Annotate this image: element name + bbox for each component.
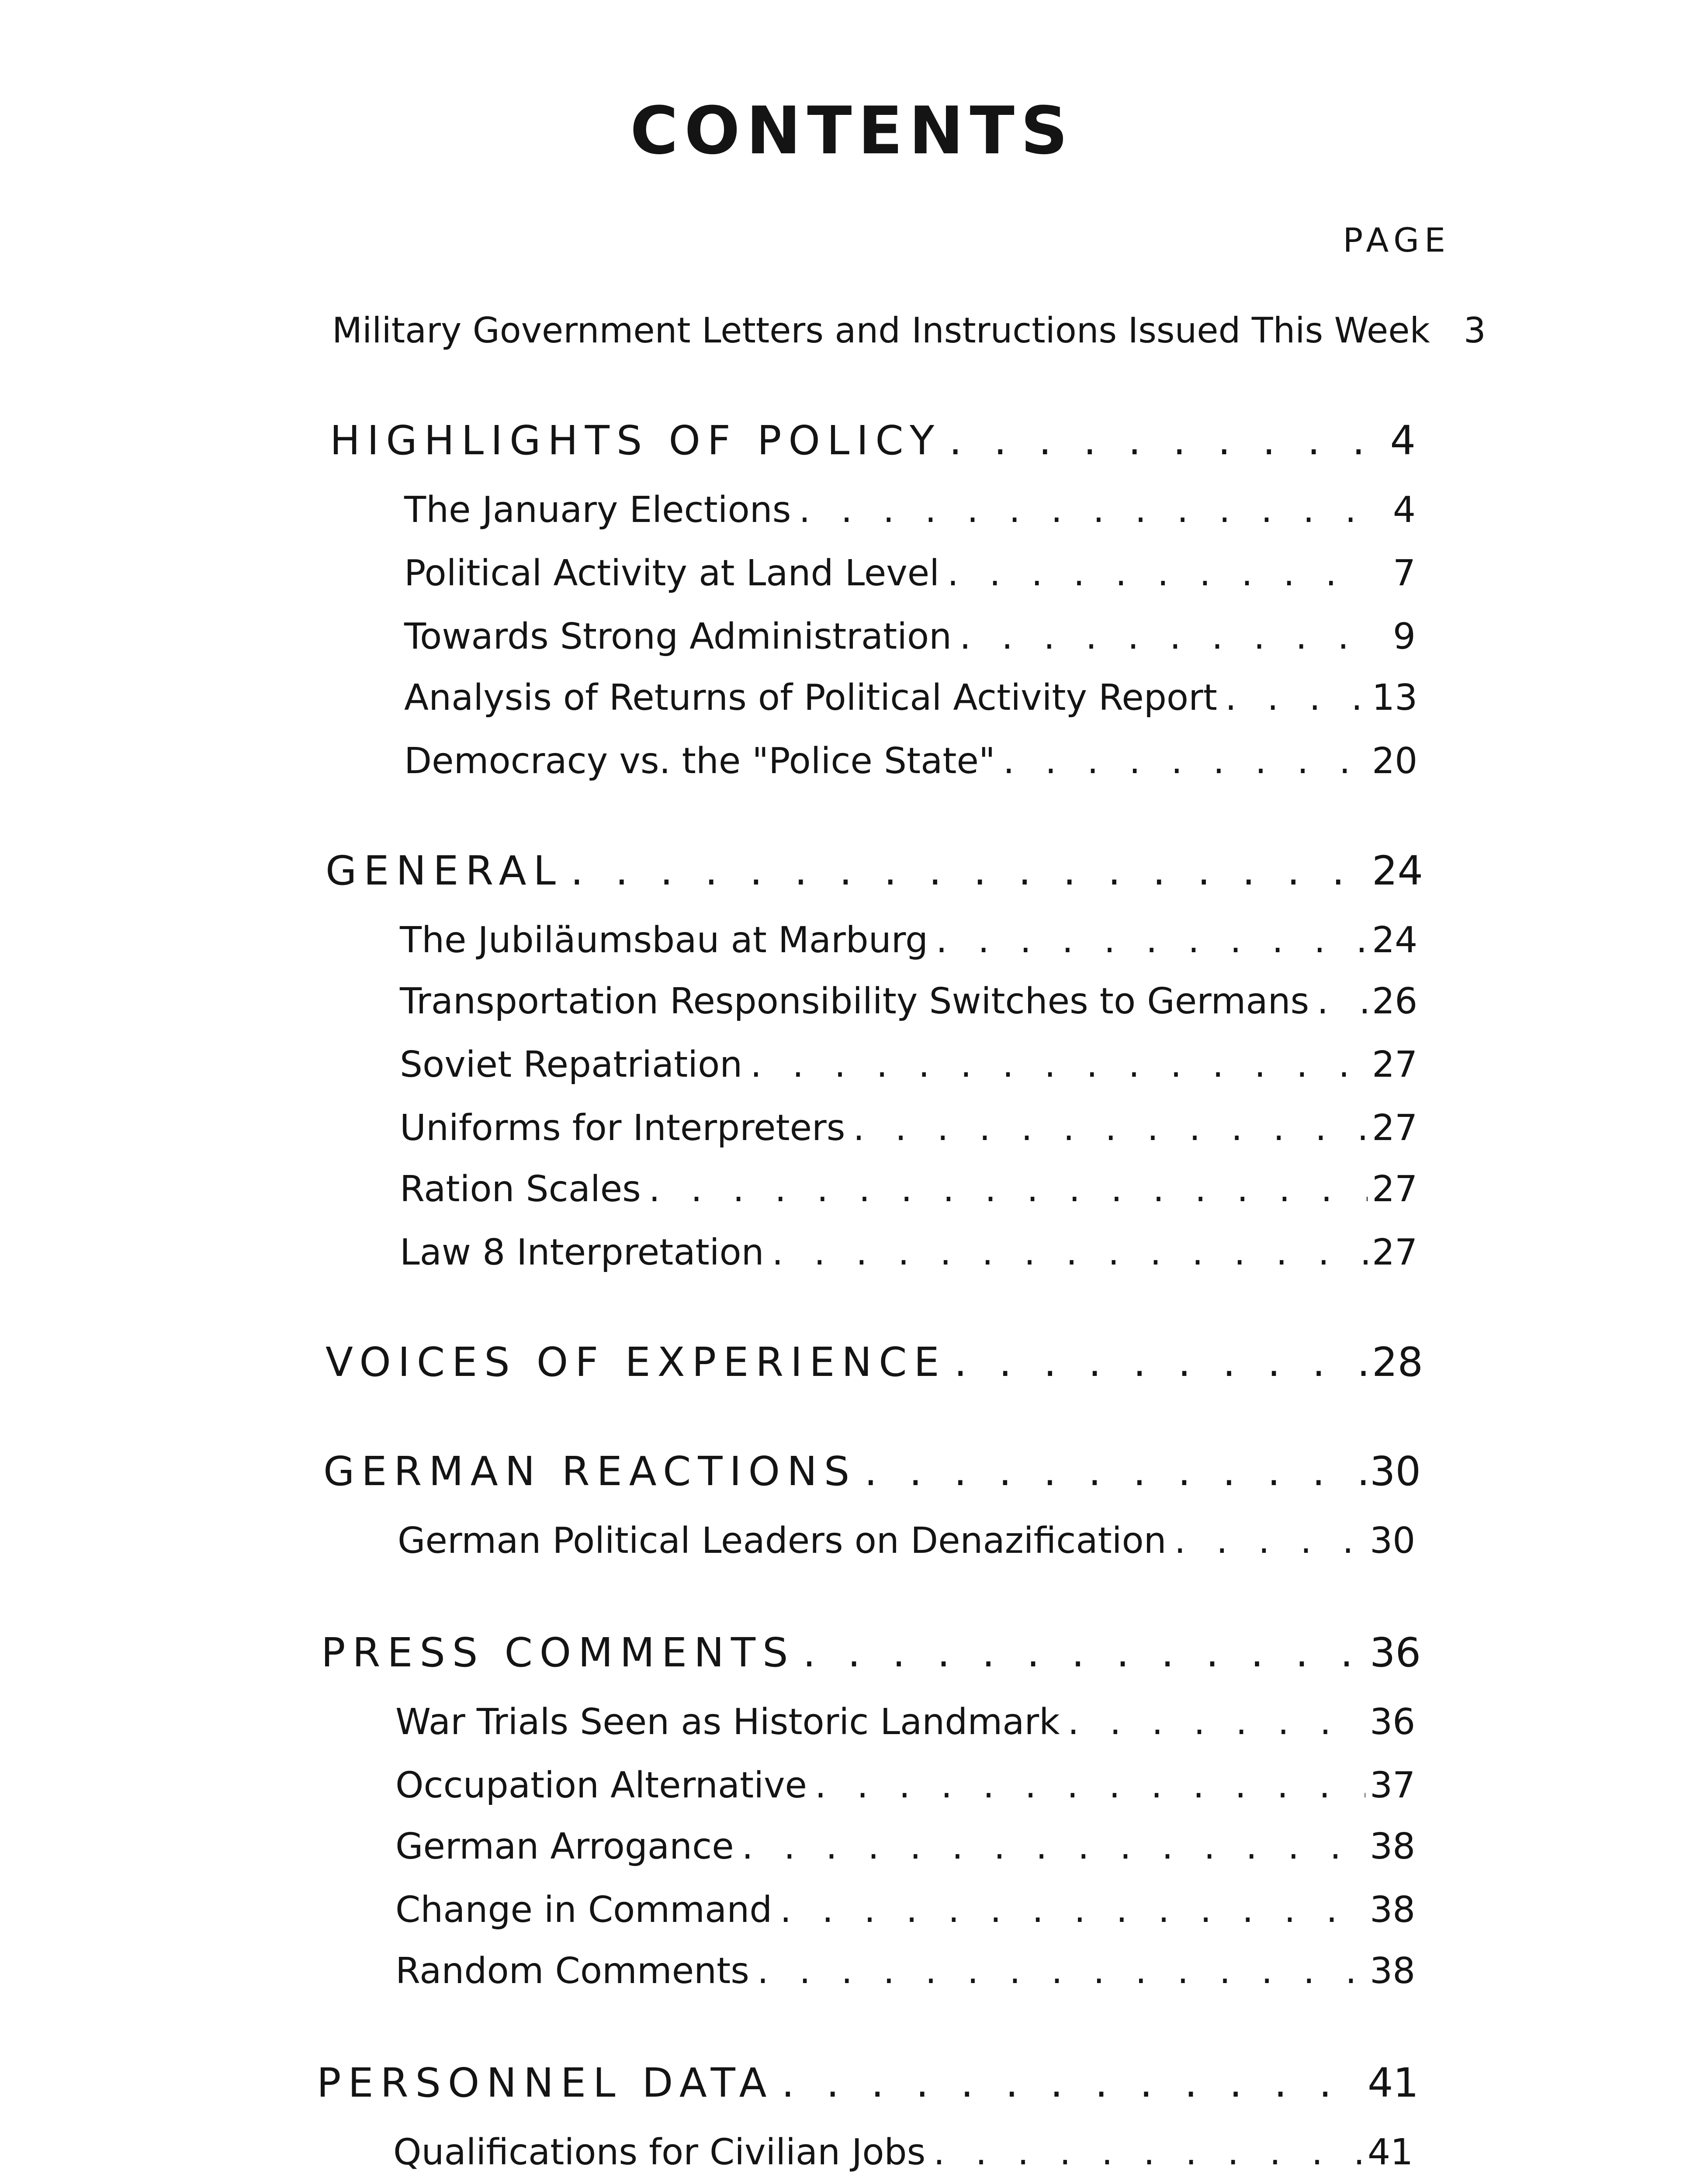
toc-entry-page: 3 (1463, 310, 1486, 351)
toc-entry[interactable] (404, 677, 1416, 719)
toc-entry-page: 30 (1370, 1520, 1416, 1562)
toc-section-page: 28 (1372, 1339, 1423, 1386)
toc-entry-label: Change in Command (395, 1889, 772, 1931)
dot-leader (853, 1107, 1368, 1149)
toc-entry-label: Qualifications for Civilian Jobs (393, 2132, 926, 2173)
toc-section-label: GERMAN REACTIONS (323, 1448, 857, 1495)
page-column-label: PAGE (1343, 221, 1451, 259)
dot-leader (933, 2132, 1363, 2173)
toc-entry-page: 38 (1370, 1950, 1416, 1992)
dot-leader (803, 1629, 1365, 1676)
toc-entry[interactable] (395, 1765, 1416, 1806)
dot-leader (947, 553, 1368, 594)
dot-leader (1225, 677, 1368, 719)
toc-section-page: 4 (1390, 417, 1416, 464)
toc-section-label: GENERAL (326, 847, 563, 894)
toc-section-page: 30 (1370, 1448, 1421, 1495)
toc-entry[interactable] (400, 1168, 1416, 1210)
toc-entry-label: Soviet Repatriation (400, 1044, 743, 1085)
dot-leader (1003, 740, 1368, 782)
toc-section-label: PERSONNEL DATA (317, 2060, 774, 2106)
toc-entry[interactable] (404, 489, 1416, 531)
toc-entry-label: Law 8 Interpretation (400, 1232, 764, 1273)
toc-section-german-reactions[interactable] (323, 1448, 1421, 1495)
dot-leader (780, 1889, 1365, 1931)
toc-entry-label: The Jubiläumsbau at Marburg (400, 919, 928, 961)
dot-leader (936, 919, 1368, 961)
toc-entry-page: 9 (1392, 616, 1416, 657)
toc-section-page: 41 (1368, 2060, 1419, 2106)
toc-entry-page: 27 (1372, 1232, 1418, 1273)
toc-entry-label: War Trials Seen as Historic Landmark (395, 1701, 1060, 1743)
dot-leader (864, 1448, 1365, 1495)
toc-entry[interactable] (404, 553, 1416, 594)
toc-entry-label: German Political Leaders on Denazification (398, 1520, 1167, 1562)
dot-leader (750, 1044, 1368, 1085)
toc-entry-label: Transportation Responsibility Switches to Germans (400, 981, 1309, 1022)
toc-entry-page: 38 (1370, 1826, 1416, 1867)
toc-section-label: VOICES OF EXPERIENCE (326, 1339, 946, 1386)
toc-entry-label: Towards Strong Administration (404, 616, 952, 657)
dot-leader (959, 616, 1368, 657)
toc-entry[interactable] (393, 2132, 1411, 2173)
toc-entry[interactable] (398, 1520, 1416, 1562)
toc-entry-label: The January Elections (404, 489, 791, 531)
page-title: CONTENTS (630, 93, 1074, 169)
dot-leader (799, 489, 1368, 531)
toc-entry-label: Military Government Letters and Instructions Issued This Week (332, 310, 1430, 351)
dot-leader (772, 1232, 1368, 1273)
dot-leader (782, 2060, 1363, 2106)
toc-entry[interactable] (395, 1950, 1416, 1992)
toc-entry-label: Ration Scales (400, 1168, 641, 1210)
toc-entry-label: Democracy vs. the "Police State" (404, 740, 995, 782)
toc-section-voices-of-experience[interactable] (326, 1339, 1423, 1386)
toc-section-highlights-of-policy[interactable] (330, 417, 1416, 464)
toc-entry-label: German Arrogance (395, 1826, 734, 1867)
toc-entry-page: 27 (1372, 1107, 1418, 1149)
toc-entry[interactable] (395, 1826, 1416, 1867)
toc-entry[interactable] (404, 740, 1416, 782)
toc-entry-page: 41 (1368, 2132, 1413, 2173)
toc-section-page: 24 (1372, 847, 1423, 894)
dot-leader (1068, 1701, 1365, 1743)
toc-section-label: HIGHLIGHTS OF POLICY (330, 417, 942, 464)
toc-entry[interactable] (400, 981, 1416, 1022)
toc-entry[interactable] (400, 1232, 1416, 1273)
toc-entry-page: 13 (1372, 677, 1418, 719)
toc-entry[interactable] (400, 1107, 1416, 1149)
toc-entry-mg-letters[interactable] (332, 310, 1486, 351)
toc-entry-label: Occupation Alternative (395, 1765, 807, 1806)
toc-entry-label: Uniforms for Interpreters (400, 1107, 845, 1149)
dot-leader (649, 1168, 1368, 1210)
toc-section-general[interactable] (326, 847, 1423, 894)
toc-entry-page: 27 (1372, 1044, 1418, 1085)
toc-section-label: PRESS COMMENTS (321, 1629, 795, 1676)
dot-leader (954, 1339, 1368, 1386)
toc-entry[interactable] (404, 616, 1416, 657)
toc-entry[interactable] (400, 919, 1416, 961)
toc-entry-page: 37 (1370, 1765, 1416, 1806)
toc-entry-label: Political Activity at Land Level (404, 553, 940, 594)
toc-entry-page: 36 (1370, 1701, 1416, 1743)
dot-leader (815, 1765, 1365, 1806)
toc-entry-page: 4 (1392, 489, 1416, 531)
toc-entry-page: 24 (1372, 919, 1418, 961)
toc-entry-page: 26 (1372, 981, 1418, 1022)
dot-leader (1317, 981, 1368, 1022)
toc-entry-page: 27 (1372, 1168, 1418, 1210)
dot-leader (757, 1950, 1365, 1992)
toc-entry-page: 7 (1392, 553, 1416, 594)
dot-leader (949, 417, 1368, 464)
toc-entry-page: 20 (1372, 740, 1418, 782)
dot-leader (571, 847, 1368, 894)
dot-leader (1174, 1520, 1365, 1562)
toc-entry-page: 38 (1370, 1889, 1416, 1931)
toc-section-press-comments[interactable] (321, 1629, 1421, 1676)
toc-entry-label: Random Comments (395, 1950, 750, 1992)
toc-section-page: 36 (1370, 1629, 1421, 1676)
toc-entry[interactable] (395, 1889, 1416, 1931)
toc-entry[interactable] (400, 1044, 1416, 1085)
toc-entry[interactable] (395, 1701, 1416, 1743)
dot-leader (742, 1826, 1365, 1867)
toc-entry-label: Analysis of Returns of Political Activity Report (404, 677, 1217, 719)
toc-section-personnel-data[interactable] (317, 2060, 1419, 2106)
